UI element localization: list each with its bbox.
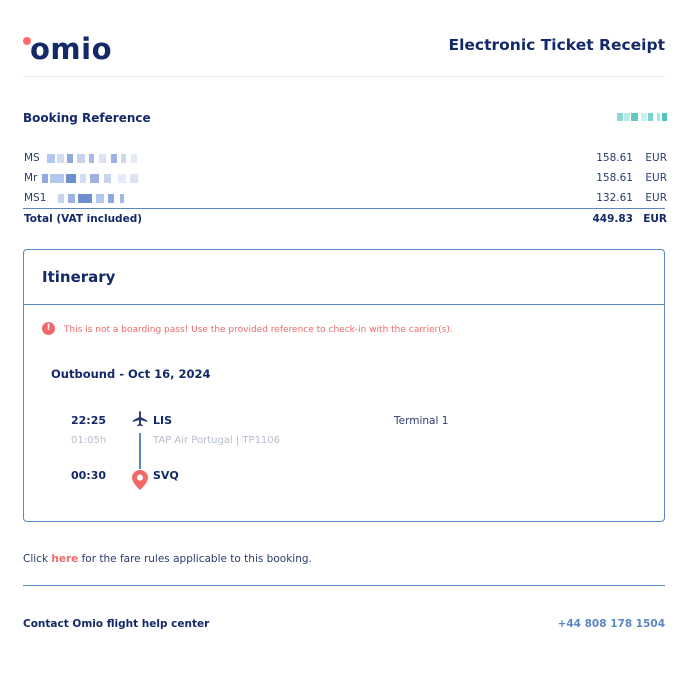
boarding-pass-warning: This is not a boarding pass! Use the provided reference to check-in with the carrier(s). [64,325,453,335]
arrival-time: 00:30 [71,469,107,482]
total-amount: 449.83 [592,213,633,225]
logo-text: omio [30,32,113,66]
flight-duration: 01:05h [71,435,107,446]
passenger-row-3 [24,192,138,204]
passenger-row-1 [24,152,147,164]
itinerary-title: Itinerary [42,268,116,286]
booking-reference-label: Booking Reference [23,111,151,125]
outbound-heading: Outbound - Oct 16, 2024 [51,367,211,381]
passenger-title: MS1 [24,192,47,204]
departure-terminal: Terminal 1 [394,415,449,427]
departure-time: 22:25 [71,414,107,427]
passenger-currency: EUR [645,192,667,204]
plane-icon [131,410,149,428]
contact-help-center-label: Contact Omio flight help center [23,618,210,630]
passenger-name-redacted [42,174,142,183]
departure-airport: LIS [153,414,173,427]
total-label: Total (VAT included) [24,213,143,225]
fare-rules-text: Click here for the fare rules applicable to this booking. [23,553,312,565]
carrier-flight: TAP Air Portugal | TP1106 [153,435,281,446]
passenger-name-redacted [47,154,147,163]
arrival-airport: SVQ [153,469,179,482]
location-pin-icon [132,470,148,490]
header-divider [23,76,665,77]
omio-logo [23,34,133,68]
passenger-amount: 132.61 [596,192,633,204]
footer-divider [23,585,665,586]
help-center-phone-link[interactable]: +44 808 178 1504 [557,618,665,630]
alert-icon: ! [42,322,55,335]
total-currency: EUR [643,213,667,225]
itinerary-header [24,250,664,305]
passenger-currency: EUR [645,172,667,184]
page-title: Electronic Ticket Receipt [448,36,665,54]
passenger-name-redacted [58,194,138,203]
fare-rules-link[interactable]: here [51,553,79,565]
booking-reference-redacted [617,113,667,121]
passenger-title: MS [24,152,40,164]
passenger-currency: EUR [645,152,667,164]
total-divider [23,208,665,209]
passenger-title: Mr [24,172,38,184]
passenger-amount: 158.61 [596,172,633,184]
route-line [139,433,141,469]
passenger-amount: 158.61 [596,152,633,164]
passenger-row-2 [24,172,142,184]
